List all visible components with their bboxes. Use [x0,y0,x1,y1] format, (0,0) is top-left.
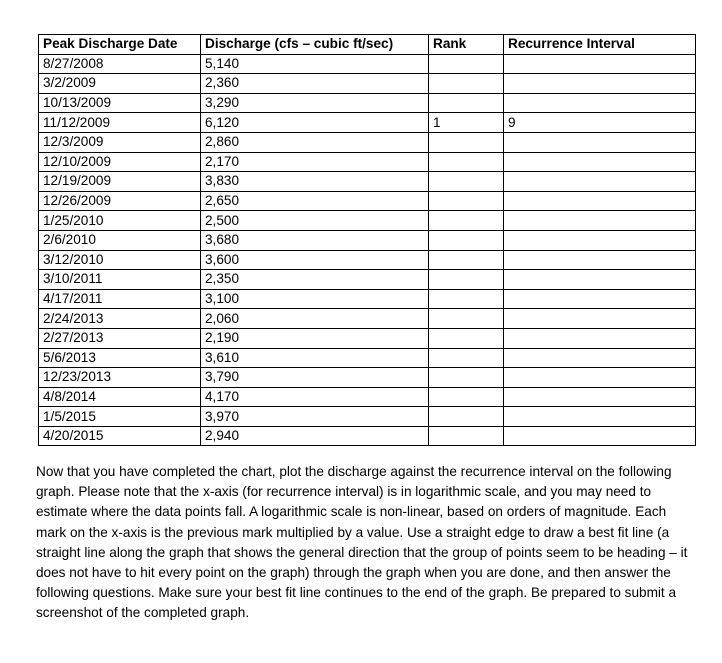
cell-date: 12/26/2009 [39,191,201,211]
cell-rank [429,172,504,192]
cell-date: 1/5/2015 [39,407,201,427]
cell-rank [429,93,504,113]
table-row [39,93,696,113]
cell-date: 3/12/2010 [39,250,201,270]
table-row [39,426,696,446]
cell-date: 2/27/2013 [39,328,201,348]
cell-rank [429,132,504,152]
cell-discharge: 2,940 [201,426,429,446]
cell-date: 1/25/2010 [39,211,201,231]
cell-recurrence-interval [504,289,696,309]
cell-date: 4/8/2014 [39,387,201,407]
cell-rank [429,407,504,427]
table-row [39,152,696,172]
cell-discharge: 3,100 [201,289,429,309]
cell-recurrence-interval [504,348,696,368]
table-row [39,387,696,407]
cell-date: 4/20/2015 [39,426,201,446]
cell-discharge: 3,290 [201,93,429,113]
cell-discharge: 2,190 [201,328,429,348]
table-body [39,54,696,446]
header-discharge: Discharge (cfs – cubic ft/sec) [201,35,429,55]
cell-rank [429,289,504,309]
cell-recurrence-interval [504,74,696,94]
cell-discharge: 2,060 [201,309,429,329]
cell-rank [429,230,504,250]
table-row [39,270,696,290]
cell-discharge: 2,500 [201,211,429,231]
table-row [39,132,696,152]
cell-discharge: 4,170 [201,387,429,407]
cell-recurrence-interval [504,152,696,172]
instructions-paragraph: Now that you have completed the chart, plot the discharge against the recurrence interval on the following graph. Please note that the x-axis (for recurrence interval) is in logarithmic scale, and you may need to estimate where the data points fall. A logarithmic scale is non-linear, based on orders of magnitude. Each mark on the x-axis is the previous mark multiplied by a value. Use a straight edge to draw a best fit line (a straight line along the graph that shows the general direction that the group of points seem to be heading – it does not have to hit every point on the graph) through the graph when you are done, and then answer the following questions. Make sure your best fit line continues to the end of the graph. Be prepared to submit a screenshot of the completed graph. [36,464,688,621]
cell-date: 3/2/2009 [39,74,201,94]
table-row [39,191,696,211]
cell-rank [429,152,504,172]
table-row [39,172,696,192]
table-row [39,250,696,270]
table-row [39,289,696,309]
table-row [39,113,696,133]
table-row [39,407,696,427]
header-rank: Rank [429,35,504,55]
cell-recurrence-interval [504,368,696,388]
cell-rank [429,250,504,270]
cell-discharge: 5,140 [201,54,429,74]
cell-rank [429,54,504,74]
cell-date: 12/23/2013 [39,368,201,388]
cell-rank [429,191,504,211]
cell-discharge: 2,170 [201,152,429,172]
cell-recurrence-interval [504,407,696,427]
cell-recurrence-interval [504,211,696,231]
table-row [39,368,696,388]
cell-recurrence-interval [504,230,696,250]
cell-recurrence-interval [504,270,696,290]
cell-rank [429,348,504,368]
table-row [39,309,696,329]
cell-rank [429,270,504,290]
cell-rank: 1 [429,113,504,133]
cell-discharge: 3,610 [201,348,429,368]
cell-rank [429,309,504,329]
cell-recurrence-interval: 9 [504,113,696,133]
cell-discharge: 2,650 [201,191,429,211]
cell-date: 12/19/2009 [39,172,201,192]
cell-discharge: 3,970 [201,407,429,427]
table-row [39,211,696,231]
cell-date: 11/12/2009 [39,113,201,133]
cell-date: 3/10/2011 [39,270,201,290]
cell-recurrence-interval [504,426,696,446]
cell-discharge: 3,680 [201,230,429,250]
cell-discharge: 6,120 [201,113,429,133]
header-peak-discharge-date: Peak Discharge Date [39,35,201,55]
cell-recurrence-interval [504,191,696,211]
cell-recurrence-interval [504,328,696,348]
cell-recurrence-interval [504,250,696,270]
cell-date: 10/13/2009 [39,93,201,113]
cell-rank [429,74,504,94]
cell-recurrence-interval [504,93,696,113]
cell-recurrence-interval [504,309,696,329]
cell-date: 5/6/2013 [39,348,201,368]
cell-rank [429,387,504,407]
cell-recurrence-interval [504,172,696,192]
table-row [39,54,696,74]
cell-discharge: 3,790 [201,368,429,388]
cell-date: 4/17/2011 [39,289,201,309]
cell-recurrence-interval [504,54,696,74]
cell-rank [429,211,504,231]
cell-recurrence-interval [504,132,696,152]
cell-date: 2/24/2013 [39,309,201,329]
table-row [39,348,696,368]
cell-rank [429,368,504,388]
table-header-row [39,35,696,55]
cell-discharge: 3,600 [201,250,429,270]
cell-date: 2/6/2010 [39,230,201,250]
cell-discharge: 2,360 [201,74,429,94]
cell-rank [429,328,504,348]
cell-date: 8/27/2008 [39,54,201,74]
cell-recurrence-interval [504,387,696,407]
discharge-table [38,34,696,446]
header-recurrence-interval: Recurrence Interval [504,35,696,55]
table-row [39,74,696,94]
cell-discharge: 2,860 [201,132,429,152]
cell-discharge: 3,830 [201,172,429,192]
cell-date: 12/10/2009 [39,152,201,172]
table-row [39,328,696,348]
table-row [39,230,696,250]
cell-rank [429,426,504,446]
cell-date: 12/3/2009 [39,132,201,152]
cell-discharge: 2,350 [201,270,429,290]
